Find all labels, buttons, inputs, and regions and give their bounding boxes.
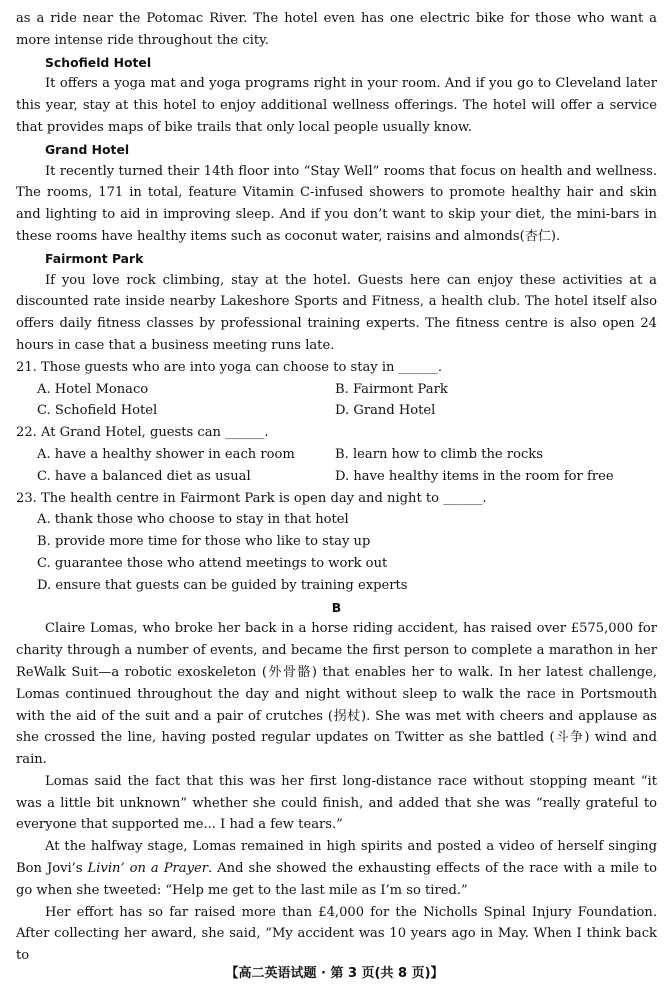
hotel-text: It recently turned their 14th floor into “Stay Well” rooms that focus on health and wellness. The rooms, 171 in total, feature Vitamin C-infused showers to promote healthy hair and skin and lighting to aid in improving sleep. And if you don’t want to skip your diet, the mini-bars in these rooms have healthy items such as coconut water, raisins and almonds(杏仁). <box>16 163 657 244</box>
question-22 <box>16 422 657 487</box>
option-c[interactable]: C. guarantee those who attend meetings to work out <box>37 555 388 571</box>
hotel-schofield <box>16 52 657 139</box>
option-list <box>16 444 657 488</box>
option-b[interactable]: B. learn how to climb the rocks <box>335 446 543 462</box>
passage-a-intro-tail: as a ride near the Potomac River. The hotel even has one electric bike for those who want a more intense ride throughout the city. <box>16 11 657 48</box>
option-d[interactable]: D. Grand Hotel <box>335 403 436 419</box>
option-b[interactable]: B. provide more time for those who like to stay up <box>37 534 371 550</box>
hotel-fairmont <box>16 248 657 357</box>
question-21 <box>16 357 657 422</box>
question-23 <box>16 488 657 597</box>
paragraph-text: . And she showed the exhausting effects of the race with a mile to go when she tweeted: “Help me get to the last mile as I’m so tired.” <box>16 861 657 898</box>
option-d[interactable]: D. have healthy items in the room for free <box>335 468 614 484</box>
option-a[interactable]: A. Hotel Monaco <box>37 381 149 397</box>
option-list <box>16 509 657 596</box>
option-c[interactable]: C. Schofield Hotel <box>37 403 158 419</box>
hotel-heading: Fairmont Park <box>45 250 144 266</box>
option-d[interactable]: D. ensure that guests can be guided by training experts <box>37 577 408 593</box>
hotel-text: If you love rock climbing, stay at the hotel. Guests here can enjoy these activities at a discounted rate inside nearby Lakeshore Sports and Fitness, a health club. The hotel itself also offers daily fitness classes by professional training experts. The fitness centre is also open 24 hours in case that a business meeting runs late. <box>16 272 657 353</box>
hotel-heading: Grand Hotel <box>45 141 130 157</box>
option-c[interactable]: C. have a balanced diet as usual <box>37 468 251 484</box>
page-footer: 【高二英语试题 · 第 3 页(共 8 页)】 <box>225 966 444 981</box>
passage-b-paragraph <box>16 836 657 901</box>
question-stem: 23. The health centre in Fairmont Park is open day and night to ______. <box>16 490 487 506</box>
option-list <box>16 379 657 423</box>
section-letter: B <box>331 599 342 615</box>
hotel-grand <box>16 139 657 248</box>
question-stem: 22. At Grand Hotel, guests can ______. <box>16 425 269 441</box>
option-b[interactable]: B. Fairmont Park <box>335 381 448 397</box>
option-a[interactable]: A. have a healthy shower in each room <box>37 446 295 462</box>
paragraph-text: At the halfway stage, Lomas remained in high spirits and posted a video of herself singing Bon Jovi’s <box>16 839 657 877</box>
question-stem: 21. Those guests who are into yoga can choose to stay in ______. <box>16 359 443 375</box>
song-title: Livin’ on a Prayer <box>87 861 209 877</box>
hotel-text: It offers a yoga mat and yoga programs right in your room. And if you go to Cleveland later this year, stay at this hotel to enjoy additional wellness offerings. The hotel will offer a service that provides maps of bike trails that only local people usually know. <box>16 76 657 135</box>
passage-b-paragraph: Her effort has so far raised more than £4,000 for the Nicholls Spinal Injury Foundation. After collecting her award, she said, “My accident was 10 years ago in May. When I think back to <box>16 904 657 964</box>
passage-b-paragraph: Claire Lomas, who broke her back in a horse riding accident, has raised over £575,000 for charity through a number of events, and became the first person to complete a marathon in her ReWalk Suit—a robotic exoskeleton (外骨骼) that enables her to walk. In her latest challenge, Lomas continued throughout the day and night without sleep to walk the race in Portsmouth with the aid of the suit and a pair of crutches (拐杖). She was met with cheers and applause as she crossed the line, having posted regular updates on Twitter as she battled (斗争) wind and rain. <box>16 621 657 768</box>
option-a[interactable]: A. thank those who choose to stay in that hotel <box>37 512 349 528</box>
passage-b-paragraph: Lomas said the fact that this was her first long-distance race without stopping meant “it was a little bit unknown” whether she could finish, and added that she was “really grateful to everyone that supported me... I had a few tears.” <box>16 773 657 833</box>
hotel-heading: Schofield Hotel <box>45 54 152 70</box>
